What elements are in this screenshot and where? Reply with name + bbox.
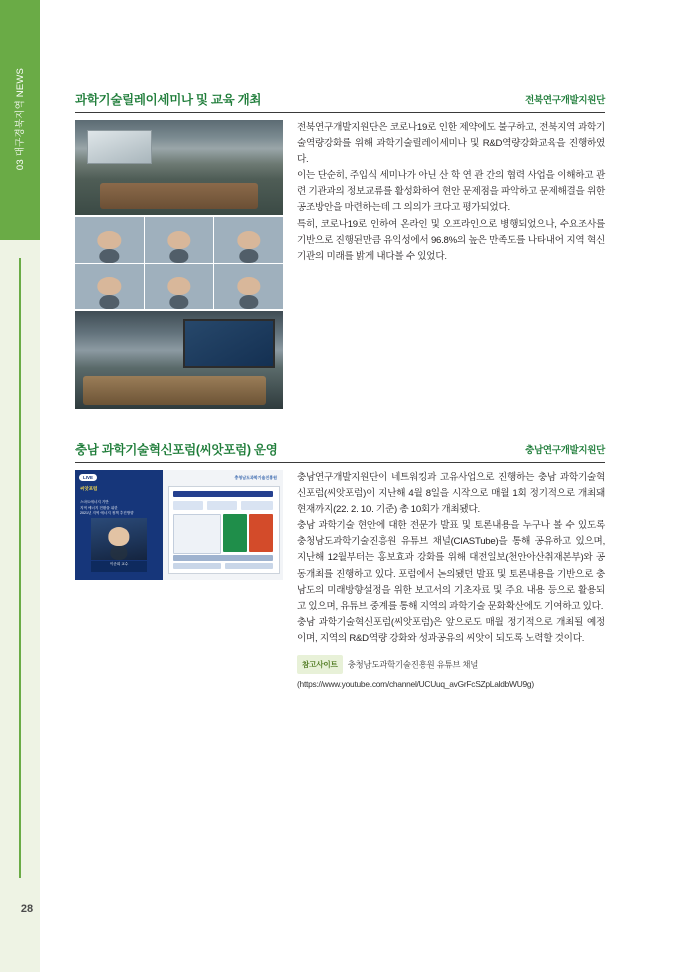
sidebar-section-label: 03 대구경북지역 NEWS: [15, 67, 26, 171]
conference-participant-tile: [75, 217, 144, 263]
section-title: 과학기술릴레이세미나 및 교육 개최: [75, 93, 262, 107]
presentation-diagram: [168, 486, 280, 574]
forum-slide-subtitle-3: 2021년 지역 에너지 정책 추진방향: [80, 511, 134, 515]
section-organization: 전북연구개발지원단: [525, 95, 605, 106]
forum-slide-right-panel: [163, 470, 283, 580]
section-header: [75, 440, 605, 463]
lecture-room-photo: [75, 311, 283, 409]
sidebar: [0, 0, 40, 972]
reference-badge: 참고사이트: [297, 655, 343, 674]
organization-logo: 충청남도과학기술진흥원: [234, 475, 277, 480]
seminar-paragraph-3: 특히, 코로나19로 인하여 온라인 및 오프라인으로 병행되었으나, 수요조사를 기반으로 진행된만큼 유익성에서 96.8%의 높은 만족도를 나타내어 지역 혁신기관의 미래를 밝게 내다볼 수 있었다.: [297, 218, 605, 262]
section-title: 충남 과학기술혁신포럼(씨앗포럼) 운영: [75, 443, 278, 457]
speaker-name-label: 이준희 교수: [91, 561, 147, 572]
forum-slide-left-panel: [75, 470, 163, 580]
forum-paragraph-2: 충남 과학기술 현안에 대한 전문가 발표 및 토론내용을 누구나 볼 수 있도록 충청남도과학기술진흥원 유튜브 채널(CIASTube)을 통해 공유하고 있으며, 지난해 12월부터는 홍보효과 강화를 위해 대전일보(천안아산취재본부)와 공동개최를 진행하고 있다. 포럼에서 논의됐던 발표 및 토론내용을 기반으로 충남도의 미래방향설정을 위한 보고서의 기초자료 및 주요 내용 등으로 활용되고 있으며, 유튜브 중계를 통해 지역의 과학기술 문화확산에도 기여하고 있다.: [297, 520, 605, 612]
seminar-room-photo: [75, 120, 283, 215]
section-header: [75, 90, 605, 113]
conference-participant-tile: [75, 264, 144, 310]
sidebar-section-tab: [0, 0, 40, 240]
forum-paragraph-1: 충남연구개발지원단이 네트워킹과 고유사업으로 진행하는 충남 과학기술혁신포럼(씨앗포럼)이 지난해 4월 8일을 시작으로 매월 1회 정기적으로 개최돼 현재까지(22. 2. 10. 기준) 총 10회가 개최됐다.: [297, 472, 605, 516]
reference-url[interactable]: (https://www.youtube.com/channel/UCUuq_avGrFcSZpLaldbWU9g): [297, 679, 534, 690]
seminar-body-text: [297, 120, 605, 265]
conference-participant-tile: [214, 217, 283, 263]
section-organization: 충남연구개발지원단: [525, 445, 605, 456]
section-forum: [75, 440, 605, 690]
forum-slide-subtitle-2: 지역 에너지 전환을 위한: [80, 506, 118, 510]
forum-broadcast-screenshot: [75, 470, 283, 580]
forum-paragraph-3: 충남 과학기술혁신포럼(씨앗포럼)은 앞으로도 매월 정기적으로 개최될 예정이며, 지역의 R&D역량 강화와 성과공유의 씨앗이 되도록 노력할 것이다.: [297, 616, 605, 644]
forum-slide-subtitle-1: 스마트에너지 기반: [80, 500, 109, 504]
seminar-paragraph-1: 전북연구개발지원단은 코로나19로 인한 제약에도 불구하고, 전북지역 과학기술역량강화를 위해 과학기술릴레이세미나 및 R&D역량강화교육을 진행하였다.: [297, 122, 605, 166]
seminar-photo-group: [75, 120, 283, 409]
conference-participant-tile: [145, 217, 214, 263]
seminar-paragraph-2: 이는 단순히, 주입식 세미나가 아닌 산 학 연 관 간의 협력 사업을 이해하고 관련 기관과의 정보교류를 활성화하여 현안 문제점을 파악하고 문제해결을 위한 공조방안을 마련하는데 그 의의가 크다고 평가되었다.: [297, 170, 605, 214]
video-conference-grid-photo: [75, 217, 283, 309]
live-badge: LIVE: [79, 474, 97, 481]
reference-line: [297, 655, 605, 674]
forum-body-text: [297, 470, 605, 692]
sidebar-divider: [19, 258, 21, 878]
forum-slide-title: 씨앗포럼: [80, 486, 98, 491]
conference-participant-tile: [145, 264, 214, 310]
page-number: 28: [20, 903, 34, 915]
speaker-video-thumbnail: [91, 518, 147, 560]
section-seminar: [75, 90, 605, 262]
conference-participant-tile: [214, 264, 283, 310]
reference-text: 충청남도과학기술진흥원 유튜브 채널: [347, 659, 479, 670]
